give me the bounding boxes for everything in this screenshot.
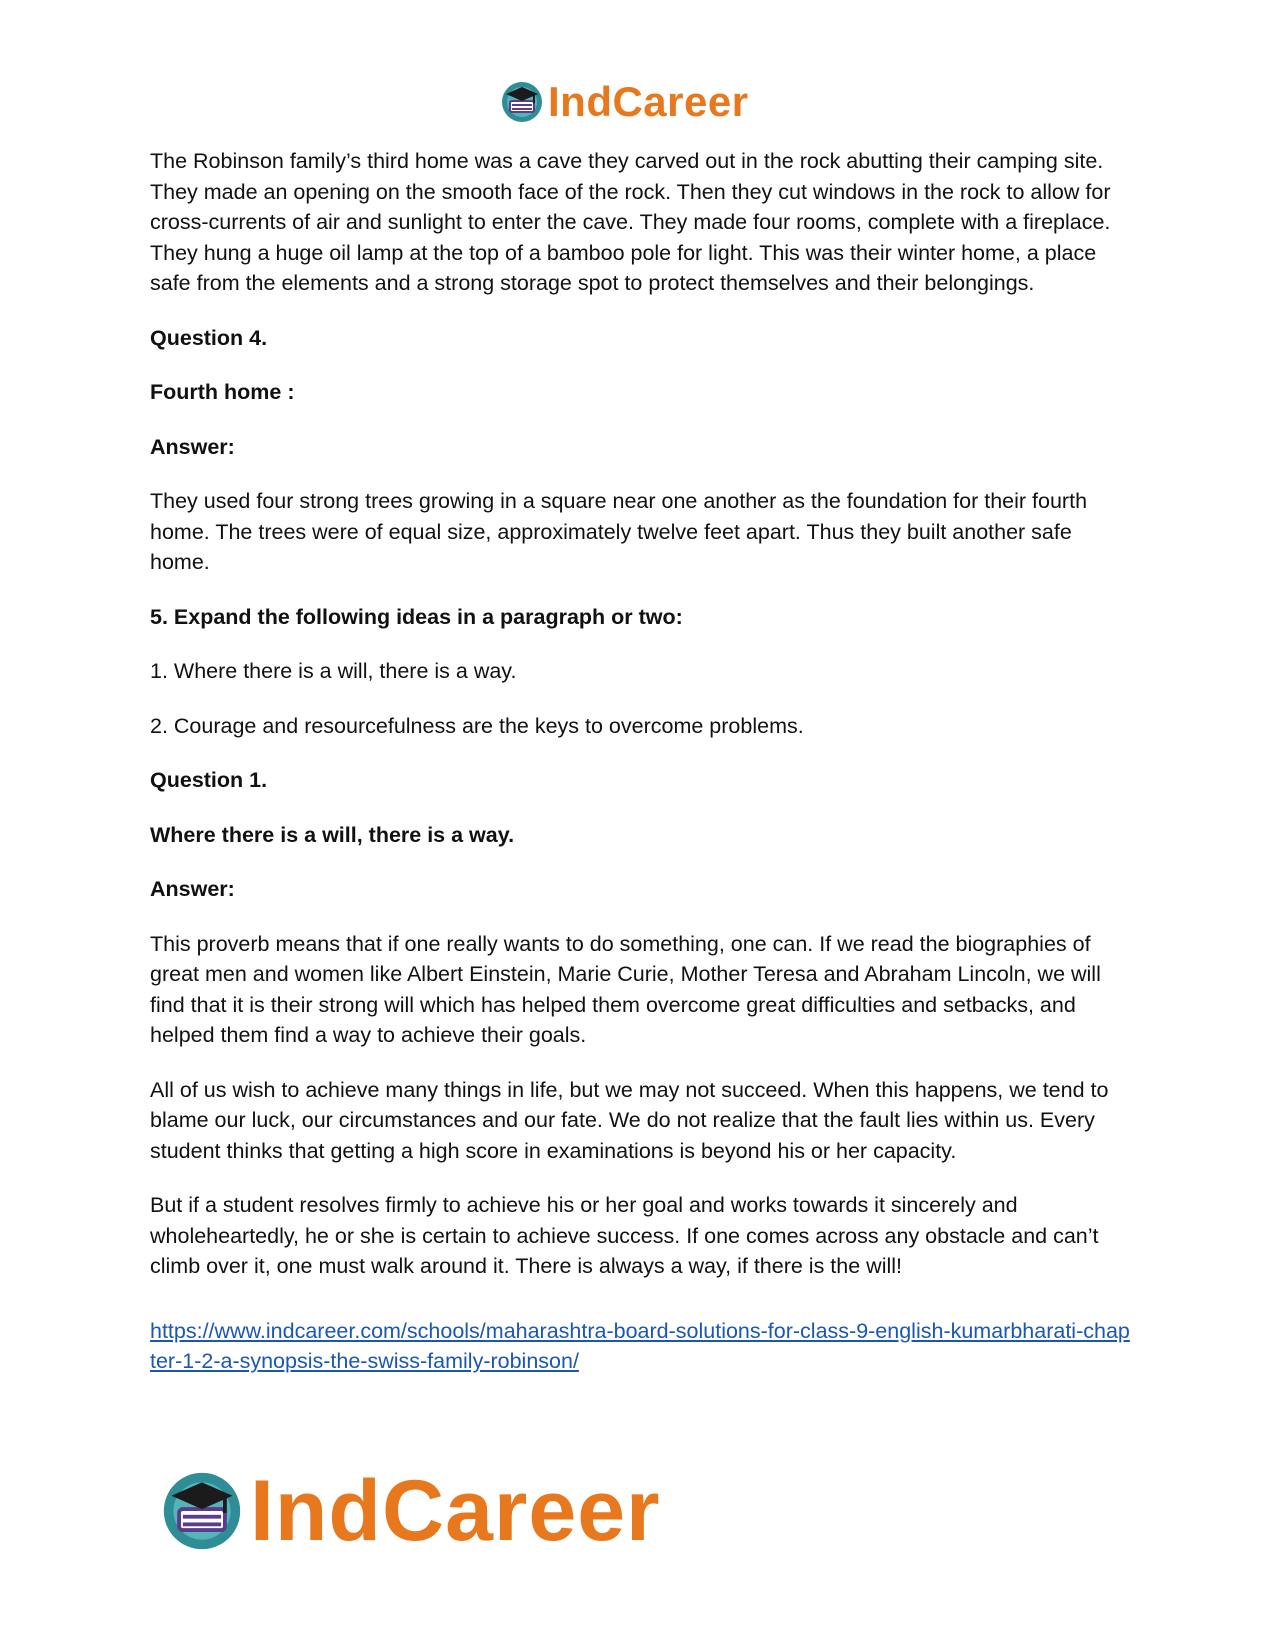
footer-logo [160, 1463, 661, 1559]
question-heading: Question 1. [150, 768, 268, 792]
logo-text: IndCareer [548, 78, 749, 125]
section-heading: 5. Expand the following ideas in a paragraph or two: [150, 604, 683, 629]
question-title: Where there is a will, there is a way. [150, 822, 515, 847]
graduation-cap-globe-icon [160, 1469, 244, 1553]
question-title: Fourth home : [150, 380, 295, 404]
answer-label: Answer: [150, 434, 235, 459]
paragraph: All of us wish to achieve many things in life, but we may not succeed. When this happens, we tend to blame our luck, our circumstances and our fate. We do not realize that the fault lies within us. Every student thinks that getting a high score in examinations is beyond his or her capacity. [150, 1077, 1109, 1163]
graduation-cap-globe-icon [500, 80, 544, 124]
logo-text: IndCareer [250, 1463, 661, 1559]
paragraph: They used four strong trees growing in a square near one another as the foundation for their fourth home. The trees were of equal size, approximately twelve feet apart. Thus they built another safe home. [150, 489, 1088, 574]
paragraph: This proverb means that if one really wants to do something, one can. If we read the biographies of great men and women like Albert Einstein, Marie Curie, Mother Teresa and Abraham Lincoln, we will find that it is their strong will which has helped them overcome great difficulties and setbacks, and helped them find a way to achieve their goals. [150, 931, 1101, 1047]
document-body [150, 146, 1130, 1377]
question-heading: Question 4. [150, 325, 268, 350]
paragraph: But if a student resolves firmly to achieve his or her goal and works towards it sincerely and wholeheartedly, he or she is certain to achieve success. If one comes across any obstacle and can’t climb over it, one must walk around it. There is always a way, if there is the will! [150, 1193, 1099, 1278]
paragraph: The Robinson family’s third home was a cave they carved out in the rock abutting their camping site. They made an opening on the smooth face of the rock. Then they cut windows in the rock to allow for cross-currents of air and sunlight to enter the cave. They made four rooms, complete with a fireplace. They hung a huge oil lamp at the top of a bamboo pole for light. This was their winter home, a place safe from the elements and a strong storage spot to protect themselves and their belongings. [150, 149, 1111, 295]
list-item: 1. Where there is a will, there is a way. [150, 659, 517, 683]
source-link[interactable]: https://www.indcareer.com/schools/maharashtra-board-solutions-for-class-9-english-kumarbharati-chapter-1-2-a-synopsis-the-swiss-family-robinson/ [150, 1318, 1130, 1373]
list-item: 2. Courage and resourcefulness are the keys to overcome problems. [150, 713, 804, 738]
header-logo [500, 80, 749, 124]
answer-label: Answer: [150, 877, 235, 901]
